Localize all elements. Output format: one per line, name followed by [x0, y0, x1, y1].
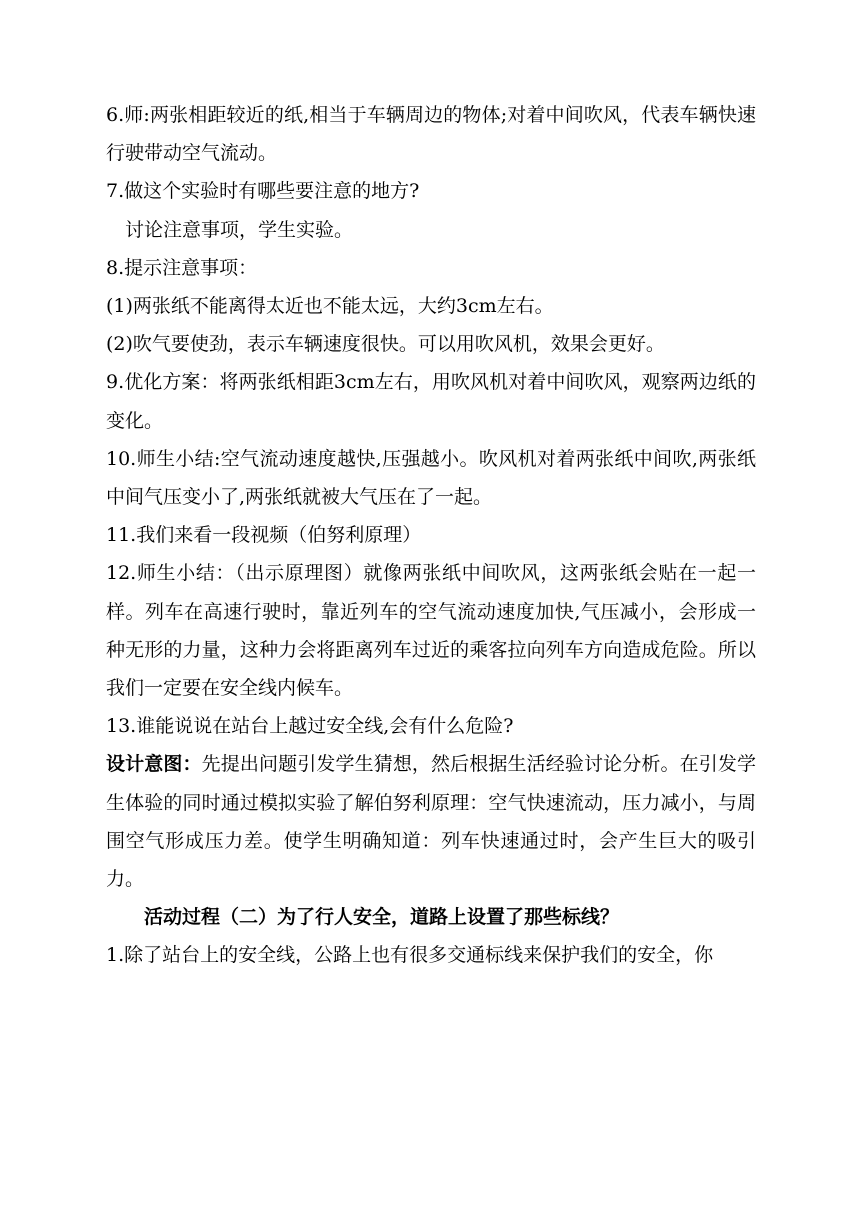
paragraph-8-item-2: (2)吹气要使劲，表示车辆速度很快。可以用吹风机，效果会更好。 — [106, 333, 665, 356]
design-intent-text: 先提出问题引发学生猜想，然后根据生活经验讨论分析。在引发学生体验的同时通过模拟实验了解伯努利原理：空气快速流动，压力减小，与周围空气形成压力差。使学生明确知道：列车快速通过时，会产生巨大的吸引力。 — [106, 753, 756, 891]
paragraph-9: 9.优化方案：将两张纸相距3cm左右，用吹风机对着中间吹风，观察两边纸的变化。 — [106, 371, 756, 432]
paragraph-8: 8.提示注意事项： — [106, 256, 258, 279]
document-page — [106, 96, 756, 975]
paragraph-1-next-section: 1.除了站台上的安全线，公路上也有很多交通标线来保护我们的安全，你 — [106, 944, 714, 967]
paragraph-10: 10.师生小结:空气流动速度越快,压强越小。吹风机对着两张纸中间吹,两张纸中间气压变小了,两张纸就被大气压在了一起。 — [106, 447, 756, 509]
paragraph-7: 7.做这个实验时有哪些要注意的地方? — [106, 180, 420, 203]
design-intent-paragraph — [106, 745, 756, 898]
design-intent-label: 设计意图： — [106, 753, 202, 776]
paragraph-13: 13.谁能说说在站台上越过安全线,会有什么危险? — [106, 715, 514, 738]
paragraph-11: 11.我们来看一段视频（伯努利原理） — [106, 524, 422, 547]
paragraph-8-item-1: (1)两张纸不能离得太近也不能太远，大约3cm左右。 — [106, 295, 554, 318]
paragraph-7-discussion: 讨论注意事项，学生实验。 — [125, 218, 354, 241]
paragraph-6: 6.师:两张相距较近的纸,相当于车辆周边的物体;对着中间吹风，代表车辆快速行驶带动空气流动。 — [106, 104, 756, 165]
paragraph-12: 12.师生小结：（出示原理图）就像两张纸中间吹风，这两张纸会贴在一起一样。列车在高速行驶时，靠近列车的空气流动速度加快,气压减小，会形成一种无形的力量，这种力会将距离列车过近的乘客拉向列车方向造成危险。所以我们一定要在安全线内候车。 — [106, 562, 756, 700]
section-heading: 活动过程（二）为了行人安全，道路上设置了那些标线？ — [144, 906, 620, 929]
